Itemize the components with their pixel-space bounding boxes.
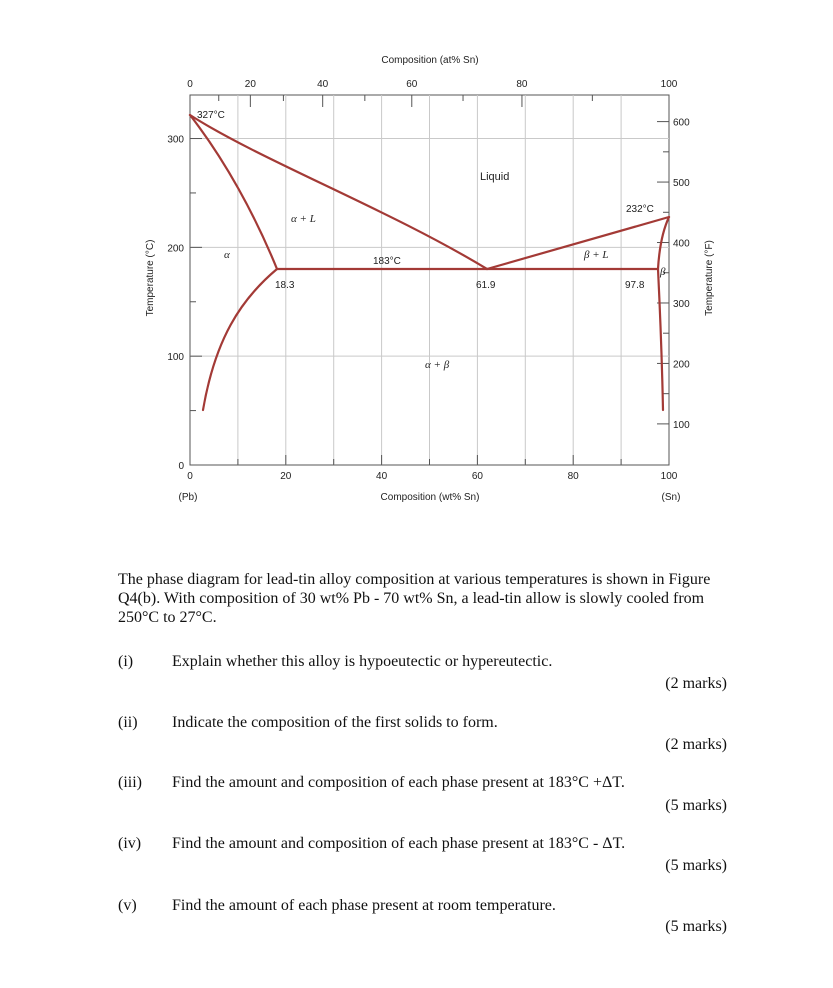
top-tick-label: 60 <box>406 79 418 90</box>
question-text: Find the amount and composition of each phase present at 183°C +ΔT. <box>172 774 625 791</box>
question-text: Find the amount and composition of each phase present at 183°C - ΔT. <box>172 835 626 852</box>
top-tick-labels <box>187 79 678 90</box>
liquidus-beta-curve <box>487 217 669 269</box>
question-marks: (5 marks) <box>665 918 727 935</box>
left-tick-label: 0 <box>178 461 184 472</box>
right-axis-title: Temperature (°F) <box>704 240 715 316</box>
left-axis-title: Temperature (°C) <box>145 239 156 317</box>
top-tick-label: 80 <box>516 79 528 90</box>
left-tick-labels <box>167 135 184 472</box>
left-tick-label: 200 <box>167 243 184 255</box>
right-tick-label: 200 <box>673 359 690 371</box>
question-number: (ii) <box>118 714 138 731</box>
solvus-alpha-curve <box>203 269 277 410</box>
pb-label: (Pb) <box>178 492 198 503</box>
bottom-tick-label: 60 <box>471 471 483 482</box>
bottom-tick-label: 40 <box>376 471 388 482</box>
bottom-tick-labels <box>187 471 678 482</box>
question-text: Indicate the composition of the first solids to form. <box>172 714 498 731</box>
question-number: (v) <box>118 897 137 914</box>
bottom-tick-label: 100 <box>660 471 678 482</box>
left-tick-label: 100 <box>167 352 184 364</box>
liquid-region-label: Liquid <box>480 171 510 183</box>
top-tick-label: 0 <box>187 79 193 90</box>
top-tick-label: 100 <box>660 79 678 90</box>
sn-melting-point-label: 232°C <box>626 204 654 215</box>
beta-liquid-region-label: β + L <box>584 249 609 261</box>
top-tick-label: 20 <box>244 79 256 90</box>
beta-region-label: β <box>660 266 666 278</box>
left-tick-label: 300 <box>167 134 184 146</box>
top-tick-label: 40 <box>317 79 329 90</box>
alpha-beta-region-label: α + β <box>425 359 450 371</box>
question-marks: (5 marks) <box>665 797 727 814</box>
right-tick-label: 300 <box>673 298 690 310</box>
bottom-axis-title: Composition (wt% Sn) <box>380 492 480 503</box>
question-intro: The phase diagram for lead-tin alloy composition at various temperatures is shown in Figure Q4(b). With composition of 30 wt% Pb - 70 wt% Sn, a lead-tin allow is slowly cooled from 250°C to 27°C. <box>118 571 711 626</box>
sn-label: (Sn) <box>661 492 681 503</box>
question-number: (iv) <box>118 835 142 852</box>
beta-limit-label: 97.8 <box>625 280 645 291</box>
question-number: (i) <box>118 653 134 670</box>
bottom-tick-label: 20 <box>280 471 292 482</box>
question-marks: (2 marks) <box>665 675 727 692</box>
bottom-tick-label: 0 <box>187 471 193 482</box>
bottom-tick-label: 80 <box>567 471 579 482</box>
eutectic-temperature-label: 183°C <box>373 256 401 267</box>
top-axis-title: Composition (at% Sn) <box>381 55 479 66</box>
question-number: (iii) <box>118 774 142 791</box>
right-tick-label: 400 <box>673 238 690 250</box>
question-marks: (2 marks) <box>665 736 727 753</box>
grid-lines <box>190 95 669 465</box>
eutectic-composition-label: 61.9 <box>476 280 496 291</box>
question-text: Explain whether this alloy is hypoeutectic or hypereutectic. <box>172 653 553 670</box>
right-tick-label: 500 <box>673 178 690 190</box>
solvus-beta-curve <box>658 269 663 410</box>
right-tick-label: 600 <box>673 117 690 129</box>
right-tick-labels <box>673 118 690 431</box>
pb-melting-point-label: 327°C <box>197 110 225 121</box>
question-marks: (5 marks) <box>665 857 727 874</box>
alpha-limit-label: 18.3 <box>275 280 295 291</box>
alpha-liquid-region-label: α + L <box>291 213 316 225</box>
right-tick-label: 100 <box>673 419 690 431</box>
question-text: Find the amount of each phase present at room temperature. <box>172 897 556 914</box>
alpha-region-label: α <box>224 249 230 261</box>
